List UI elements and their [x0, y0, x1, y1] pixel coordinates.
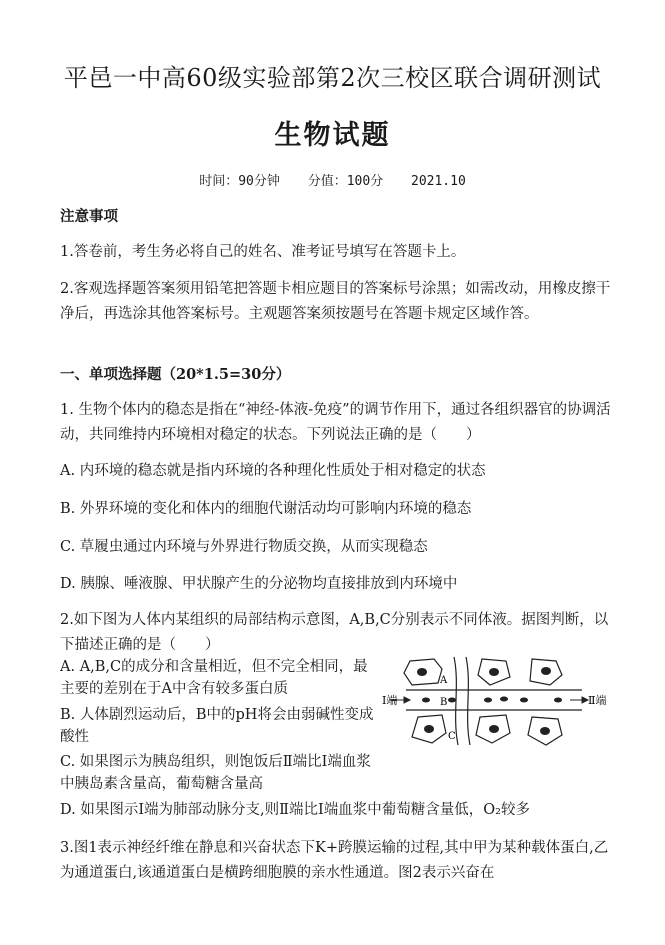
notes-item-2: 2.客观选择题答案须用铅笔把答题卡相应题目的答案标号涂黑；如需改动，用橡皮擦干净后，再选涂其他答案标号。主观题答案须按题号在答题卡规定区域作答。 [60, 281, 611, 322]
q2-option-a: A. A,B,C的成分和含量相近，但不完全相同，最主要的差别在于A中含有较多蛋白质 [60, 659, 368, 697]
diagram-label-b: B [440, 697, 448, 708]
tissue-diagram [382, 655, 610, 747]
exam-meta [0, 170, 665, 189]
q3-stem: 3.图1表示神经纤维在静息和兴奋状态下K+跨膜运输的过程,其中甲为某种载体蛋白,乙为通道蛋白,该通道蛋白是横跨细胞膜的亲水性通道。图2表示兴奋在 [60, 840, 609, 881]
q1-option-c: C. 草履虫通过内环境与外界进行物质交换，从而实现稳态 [60, 539, 428, 555]
q1-stem: 1. 生物个体内的稳态是指在“神经-体液-免疫”的调节作用下，通过各组织器官的协调活动，共同维持内环境相对稳定的状态。下列说法正确的是（ ） [60, 402, 611, 443]
diagram-left-end: Ⅰ端 [382, 694, 398, 707]
q1-option-b: B. 外界环境的变化和体内的细胞代谢活动均可影响内环境的稳态 [60, 501, 472, 517]
diagram-right-end: Ⅱ端 [588, 694, 607, 707]
lymph-vessel [454, 657, 470, 745]
q2-option-c: C. 如果图示为胰岛组织，则饱饭后Ⅱ端比Ⅰ端血浆中胰岛素含量高，葡萄糖含量高 [60, 754, 371, 792]
notes-item-1: 1.答卷前，考生务必将自己的姓名、准考证号填写在答题卡上。 [60, 244, 466, 260]
q1-option-a: A. 内环境的稳态就是指内环境的各种理化性质处于相对稳定的状态 [60, 463, 486, 479]
notes-heading: 注意事项 [60, 208, 118, 225]
exam-title: 平邑一中高60级实验部第2次三校区联合调研测试 [63, 64, 602, 92]
diagram-label-a: A [440, 675, 448, 686]
exam-subject: 生物试题 [274, 120, 391, 151]
exam-date: 2021.10 [411, 174, 466, 189]
exam-time: 时间：90分钟 [199, 174, 280, 189]
section-heading: 一、单项选择题（20*1.5=30分） [60, 366, 291, 383]
exam-score: 分值：100分 [307, 174, 384, 189]
q2-stem: 2.如下图为人体内某组织的局部结构示意图，A,B,C分别表示不同体液。据图判断，以下描述正确的是（ ） [60, 612, 609, 653]
q1-option-d: D. 胰腺、唾液腺、甲状腺产生的分泌物均直接排放到内环境中 [60, 576, 458, 592]
diagram-label-c: C [448, 731, 456, 742]
q2-option-d: D. 如果图示Ⅰ端为肺部动脉分支,则Ⅱ端比Ⅰ端血浆中葡萄糖含量低，O₂较多 [60, 802, 530, 818]
q2-option-b: B. 人体剧烈运动后，B中的pH将会由弱碱性变成酸性 [60, 707, 374, 745]
